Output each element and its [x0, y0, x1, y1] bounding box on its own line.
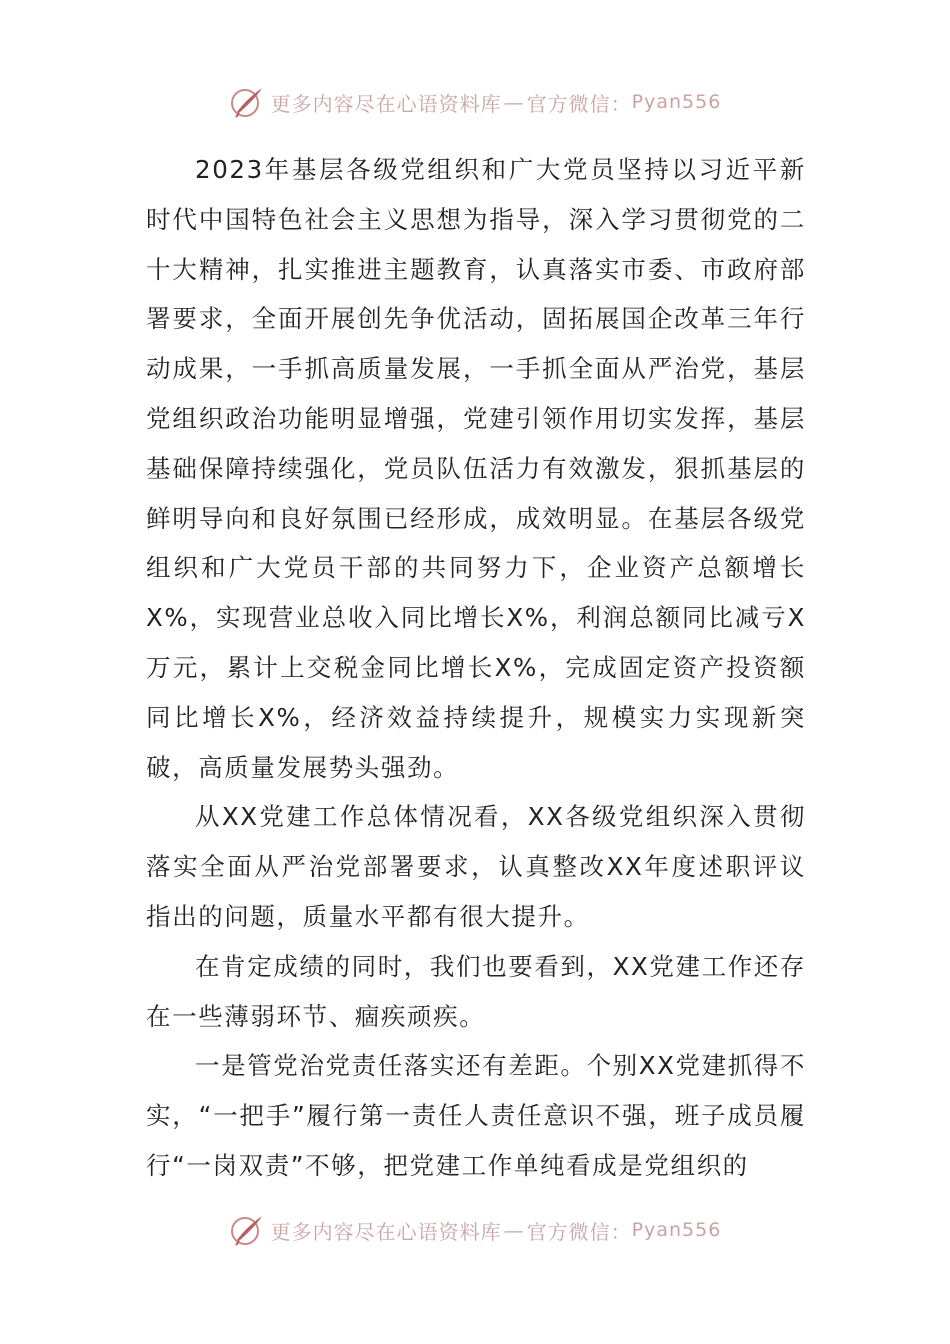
- quill-pen-logo-icon: [229, 1212, 265, 1248]
- quill-pen-logo-icon: [229, 84, 265, 120]
- watermark-official-text: 官方微信：: [526, 91, 632, 116]
- watermark-id: Pyan556: [631, 1219, 722, 1241]
- watermark-main-text: 更多内容尽在心语资料库: [270, 1219, 502, 1244]
- paragraph-2: 从XX党建工作总体情况看，XX各级党组织深入贯彻落实全面从严治党部署要求，认真整改XX年度述职评议指出的问题，质量水平都有很大提升。: [146, 802, 806, 931]
- watermark-separator: —: [503, 90, 525, 114]
- watermark-separator: —: [503, 1218, 525, 1242]
- watermark-banner-bottom: [0, 1210, 950, 1250]
- watermark-banner-top: [0, 82, 950, 122]
- watermark-id: Pyan556: [631, 91, 722, 113]
- paragraph-3: 在肯定成绩的同时，我们也要看到，XX党建工作还存在一些薄弱环节、痼疾顽疾。: [146, 951, 806, 1031]
- watermark-main-text: 更多内容尽在心语资料库: [270, 91, 502, 116]
- document-body: [146, 145, 806, 1191]
- watermark-official-text: 官方微信：: [526, 1219, 632, 1244]
- paragraph-1: 2023年基层各级党组织和广大党员坚持以习近平新时代中国特色社会主义思想为指导，深入学习贯彻党的二十大精神，扎实推进主题教育，认真落实市委、市政府部署要求，全面开展创先争优活动，固拓展国企改革三年行动成果，一手抓高质量发展，一手抓全面从严治党，基层党组织政治功能明显增强，党建引领作用切实发挥，基层基础保障持续强化，党员队伍活力有效激发，狠抓基层的鲜明导向和良好氛围已经形成，成效明显。在基层各级党组织和广大党员干部的共同努力下，企业资产总额增长X%，实现营业总收入同比增长X%，利润总额同比减亏X万元，累计上交税金同比增长X%，完成固定资产投资额同比增长X%，经济效益持续提升，规模实力实现新突破，高质量发展势头强劲。: [146, 155, 806, 782]
- paragraph-4: 一是管党治党责任落实还有差距。个别XX党建抓得不实，“一把手”履行第一责任人责任意识不强，班子成员履行“一岗双责”不够，把党建工作单纯看成是党组织的: [146, 1051, 806, 1180]
